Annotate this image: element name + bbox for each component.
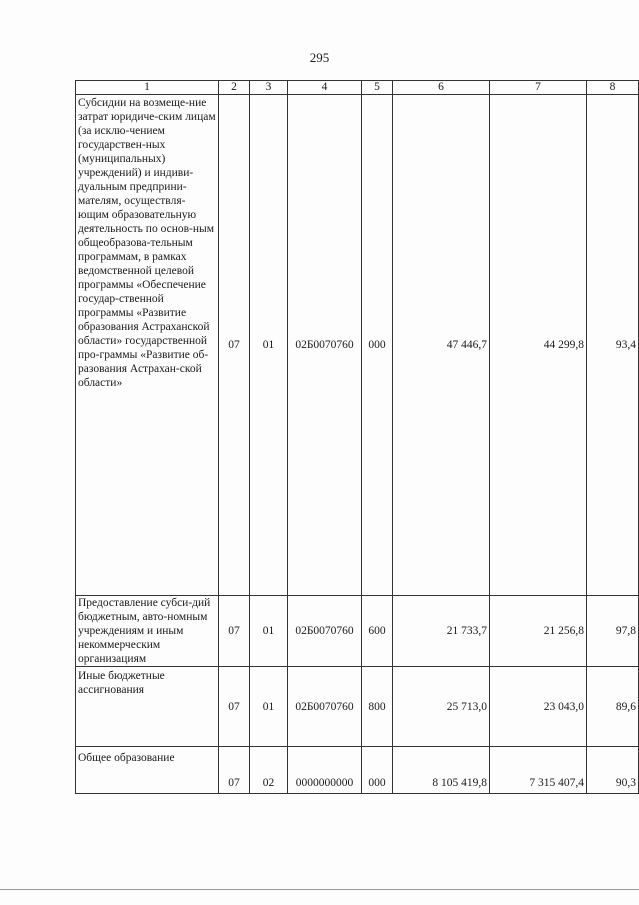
budget-table [75,80,639,794]
row-fact: 21 256,8 [490,596,587,667]
col-header-3: 3 [250,81,288,95]
row-vr: 000 [362,747,393,794]
col-header-7: 7 [490,81,587,95]
row-vr: 600 [362,596,393,667]
row-name: Общее образование [76,747,219,794]
row-rz: 07 [219,667,250,747]
col-header-8: 8 [587,81,639,95]
row-csr: 02Б0070760 [288,95,362,596]
table-row [76,667,639,747]
col-header-6: 6 [393,81,490,95]
row-name: Иные бюджетные ассигнования [76,667,219,747]
row-plan: 8 105 419,8 [393,747,490,794]
row-prz: 02 [250,747,288,794]
col-header-4: 4 [288,81,362,95]
row-csr: 0000000000 [288,747,362,794]
row-csr: 02Б0070760 [288,596,362,667]
row-fact: 23 043,0 [490,667,587,747]
row-name: Предоставление субси-дий бюджетным, авто-номным учреждениям и иным некоммерческим организациям [76,596,219,667]
row-fact: 44 299,8 [490,95,587,596]
row-vr: 800 [362,667,393,747]
scan-edge-line [0,889,639,890]
page-number: 295 [309,50,330,65]
row-plan: 25 713,0 [393,667,490,747]
row-fact: 7 315 407,4 [490,747,587,794]
table-row [76,747,639,794]
row-rz: 07 [219,747,250,794]
table-row [76,95,639,596]
row-rz: 07 [219,95,250,596]
row-vr: 000 [362,95,393,596]
row-prz: 01 [250,95,288,596]
table-row [76,596,639,667]
header-row [76,81,639,95]
row-csr: 02Б0070760 [288,667,362,747]
row-plan: 47 446,7 [393,95,490,596]
row-rz: 07 [219,596,250,667]
row-pct: 97,8 [587,596,639,667]
row-plan: 21 733,7 [393,596,490,667]
row-pct: 93,4 [587,95,639,596]
row-prz: 01 [250,667,288,747]
col-header-2: 2 [219,81,250,95]
row-pct: 90,3 [587,747,639,794]
col-header-5: 5 [362,81,393,95]
col-header-1: 1 [76,81,219,95]
row-pct: 89,6 [587,667,639,747]
row-prz: 01 [250,596,288,667]
row-name: Субсидии на возмеще-ние затрат юридиче-ским лицам (за исклю-чением государствен-ных (муниципальных) учреждений) и индиви-дуальным предприни-мателям, осуществля-ющим образовательную деятельность по основ-ным общеобразова-тельным программам, в рамках ведомственной целевой программы «Обеспечение государ-ственной программы «Развитие образования Астраханской области» государственной про-граммы «Развитие об-разования Астрахан-ской области» [76,95,219,596]
